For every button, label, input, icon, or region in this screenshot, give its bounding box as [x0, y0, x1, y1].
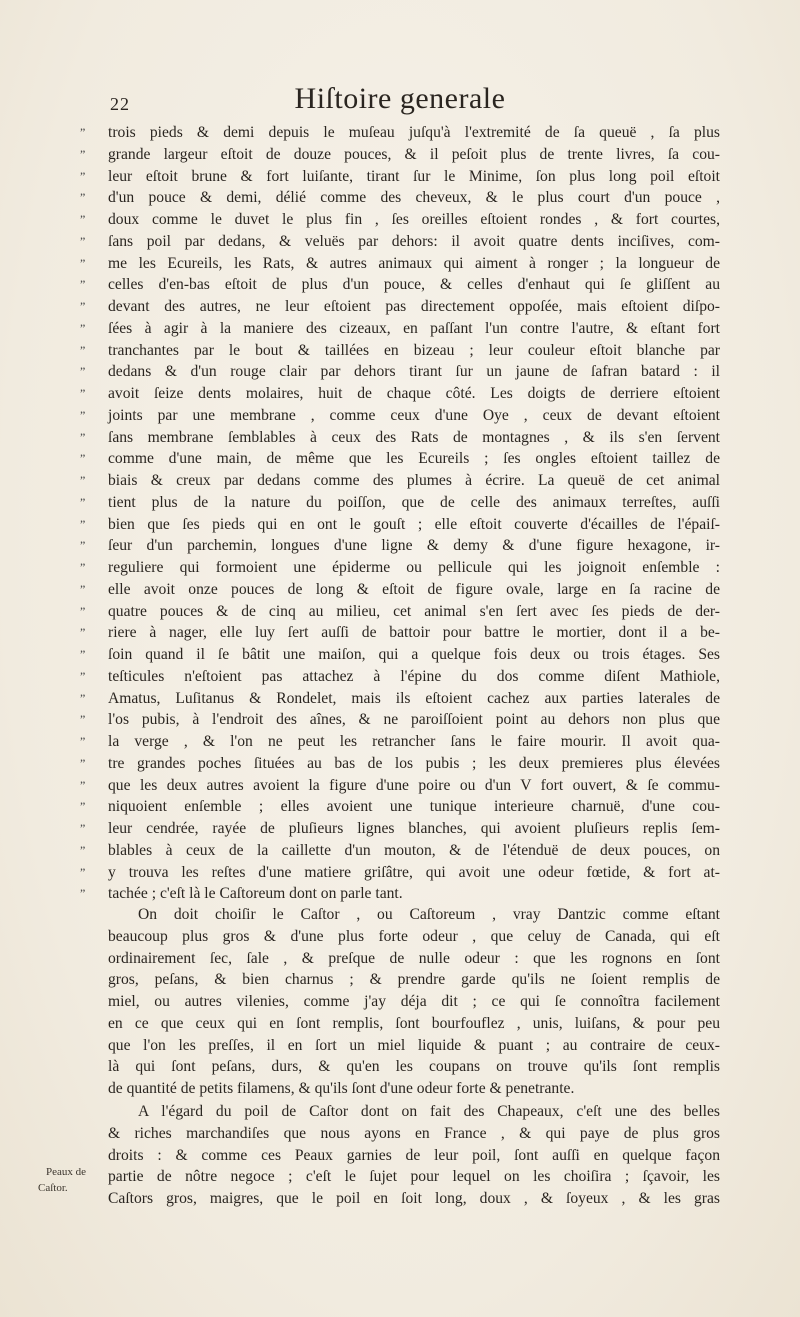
quoted-line-text: que les deux autres avoient la figure d'une poire ou d'un V fort ouvert, & ſe commu-: [108, 776, 720, 794]
quote-mark: ”: [80, 342, 86, 357]
margin-note: [38, 1164, 108, 1196]
quoted-line: [80, 166, 720, 188]
quoted-line: [80, 383, 720, 405]
quoted-line: [80, 492, 720, 514]
quoted-line: [80, 622, 720, 644]
quoted-line: [80, 775, 720, 797]
quoted-line-text: elle avoit onze pouces de long & eſtoit de figure ovale, large en ſa racine de: [108, 580, 720, 598]
quoted-line-text: biais & creux par dedans comme des plumes à écrire. La queuë de cet animal: [108, 472, 720, 489]
paragraph-line: beaucoup plus gros & d'une plus forte odeur , que celuy de Canada, qui eſt: [108, 927, 720, 945]
quoted-line-text: avoit ſeize dents molaires, huit de chaque côté. Les doigts de derriere eſtoient: [108, 385, 720, 402]
paragraph-line: A l'égard du poil de Caſtor dont on fait des Chapeaux, c'eſt une des belles: [138, 1103, 720, 1120]
running-title: Hiſtoire generale: [294, 82, 506, 115]
quoted-line: [80, 862, 720, 884]
quoted-line-text: trois pieds & demi depuis le muſeau juſqu'à l'extremité de ſa queuë , ſa plus: [108, 124, 720, 141]
quoted-line-text: l'os pubis, à l'endroit des aînes, & ne paroiſſoient point au dehors non plus que: [108, 711, 720, 729]
quoted-line-text: devant des autres, ne leur eſtoient pas directement oppoſée, mais eſtoient diſpo-: [108, 298, 720, 315]
paragraph-line: gros, peſans, & bien charnus ; & prendre garde qu'ils ne ſoient remplis de: [108, 971, 720, 989]
quote-mark: ”: [80, 190, 86, 205]
quote-mark: ”: [80, 603, 86, 618]
quote-mark: ”: [80, 581, 86, 596]
quote-mark: ”: [80, 799, 86, 814]
quote-mark: ”: [80, 494, 86, 509]
paragraph-line: droits : & comme ces Peaux garnies de leur poil, ſont auſſi en quelque façon: [108, 1146, 720, 1164]
quote-mark: ”: [80, 364, 86, 379]
quoted-line-text: bien que ſes pieds qui en ont le gouſt ; elle eſtoit couverte d'écailles de l'épaiſ-: [108, 515, 720, 533]
quoted-line: [80, 296, 720, 318]
quoted-line-text: quatre pouces & de cinq au milieu, cet animal s'en ſert avec ſes pieds de der-: [108, 602, 720, 620]
quoted-line-text: niquoient enſemble ; elles avoient une tunique interieure charnuë, d'une cou-: [108, 798, 720, 816]
quoted-line: [80, 187, 720, 209]
quoted-line: [80, 840, 720, 862]
quoted-line: [80, 796, 720, 818]
quoted-line-text: ſans poil par dedans, & veluës par dehors: il avoit quatre dents inciſives, com-: [108, 232, 720, 250]
quote-mark: ”: [80, 668, 86, 683]
quoted-line-text: riere à nager, elle luy ſert auſſi de battoir pour battre le mortier, dont il a be-: [108, 624, 720, 642]
paragraph-peaux-de-castor: [108, 1101, 720, 1210]
quoted-line-text: y trouva les reſtes d'une matiere griſâtre, qui avoit une odeur fœtide, & fort at-: [108, 863, 720, 881]
quoted-line: [80, 427, 720, 449]
quoted-line: [80, 405, 720, 427]
quoted-line-text: ſées à agir à la maniere des cizeaux, en paſſant l'un contre l'autre, & eſtant fort: [108, 319, 720, 337]
paragraph-line: miel, ou autres vilenies, comme j'ay déja dit ; ce qui ſe connoîtra facilement: [108, 993, 720, 1010]
quote-mark: ”: [80, 451, 86, 466]
quoted-line-text: ſoin quand il ſe bâtit une maiſon, qui a quelque fois deux ou trois étages. Ses: [108, 646, 720, 663]
quoted-line: [80, 688, 720, 710]
quote-mark: ”: [80, 429, 86, 444]
paragraph-line: ordinairement ſec, ſale , & preſque de nulle odeur : que les rognons en ſont: [108, 949, 720, 967]
quoted-line-text: leur cendrée, rayée de pluſieurs lignes blanches, qui avoient pluſieurs replis ſem-: [108, 820, 720, 837]
quoted-line: [80, 253, 720, 275]
margin-note-line: Caſtor.: [38, 1182, 68, 1194]
quote-mark: ”: [80, 538, 86, 553]
quoted-line: [80, 470, 720, 492]
quoted-line-text: tient plus de la nature du poiſſon, que de celle des animaux terreſtes, auſſi: [108, 493, 720, 511]
quoted-line: [80, 274, 720, 296]
quote-mark: ”: [80, 647, 86, 661]
quote-mark: ”: [80, 168, 86, 183]
quoted-line-text: comme d'une main, de même que les Ecureils ; ſes ongles eſtoient taillez de: [108, 450, 720, 468]
quote-mark: ”: [80, 864, 86, 879]
quoted-line: [80, 644, 720, 666]
quoted-line: [80, 448, 720, 470]
quoted-line: [80, 753, 720, 775]
quote-mark: ”: [80, 842, 86, 857]
paragraph-line: & riches marchandiſes que nous ayons en France , & qui paye de plus gros: [108, 1124, 720, 1142]
quote-mark: ”: [80, 821, 86, 835]
quoted-line: [80, 731, 720, 753]
quoted-line: [80, 709, 720, 731]
quoted-line: [80, 601, 720, 623]
quoted-line: [80, 318, 720, 340]
paragraph-line: que l'on les preſſes, il en ſort un miel liquide & puant ; au contraire de ceux-: [108, 1036, 720, 1054]
quote-mark: ”: [80, 212, 86, 226]
paragraph-line: On doit choiſir le Caſtor , ou Caſtoreum , vray Dantzic comme eſtant: [138, 906, 720, 923]
page-number: 22: [110, 94, 130, 114]
quote-mark: ”: [80, 299, 86, 313]
quoted-line-text: celles d'en-bas eſtoit de plus d'un pouce, & celles d'enhaut qui ſe gliſſent au: [108, 276, 720, 294]
margin-note-line: Peaux de: [46, 1166, 87, 1178]
quote-mark: ”: [80, 473, 86, 487]
quote-mark: ”: [80, 146, 86, 161]
quoted-line-text: tachée ; c'eſt là le Caſtoreum dont on parle tant.: [108, 885, 403, 903]
quoted-line: [80, 361, 720, 383]
quote-mark: ”: [80, 386, 86, 400]
quoted-line-text: tre grandes poches ſituées au bas de los pubis ; les deux premieres plus élevées: [108, 754, 720, 772]
quoted-line: [80, 535, 720, 557]
paragraph-line: en ce que ceux qui en ſont remplis, ſont bourfouflez , unis, luiſans, & pour peu: [108, 1014, 720, 1032]
paragraph-castoreum: [108, 904, 720, 1100]
quoted-line-text: teſticules n'eſtoient pas attachez à l'épine du dos comme diſent Mathiole,: [108, 667, 720, 685]
quoted-line: [80, 883, 720, 905]
quoted-line-text: Amatus, Luſitanus & Rondelet, mais ils eſtoient cachez aux parties laterales de: [108, 689, 720, 707]
quoted-line-text: grande largeur eſtoit de douze pouces, & il peſoit plus de trente livres, ſa cou-: [108, 145, 720, 163]
quote-mark: ”: [80, 886, 86, 901]
quoted-passage: [80, 122, 720, 905]
quoted-line-text: tranchantes par le bout & taillées en bizeau ; leur couleur eſtoit blanche par: [108, 341, 720, 359]
quoted-line: [80, 122, 720, 144]
quoted-line-text: ſeur d'un parchemin, longues d'une ligne & demy & d'une figure hexagone, ir-: [108, 537, 720, 555]
quoted-line-text: me les Ecureils, les Rats, & autres animaux qui aiment à ronger ; la longueur de: [108, 254, 720, 272]
quote-mark: ”: [80, 277, 86, 292]
quoted-line-text: ſans membrane ſemblables à ceux des Rats de montagnes , & ils s'en ſervent: [108, 428, 720, 446]
page-header: [0, 80, 800, 120]
quoted-line: [80, 231, 720, 253]
quote-mark: ”: [80, 560, 86, 574]
quoted-line: [80, 209, 720, 231]
quoted-line-text: doux comme le duvet le plus fin , ſes oreilles eſtoient rondes , & fort courtes,: [108, 211, 720, 228]
quoted-line-text: la verge , & l'on ne peut les retrancher ſans le faire mourir. Il avoit qua-: [108, 733, 720, 750]
quoted-line: [80, 340, 720, 362]
quoted-line-text: blables à ceux de la caillette d'un mouton, & de l'étenduë de deux pouces, on: [108, 841, 720, 859]
quote-mark: ”: [80, 734, 86, 748]
quote-mark: ”: [80, 320, 86, 335]
quote-mark: ”: [80, 255, 86, 270]
paragraph-line: partie de nôtre negoce ; c'eſt le ſujet pour lequel on les choiſira ; ſçavoir, les: [108, 1168, 720, 1186]
quoted-line: [80, 557, 720, 579]
quote-mark: ”: [80, 125, 86, 139]
paragraph-line: Caſtors gros, maigres, que le poil en ſoit long, doux , & ſoyeux , & les gras: [108, 1190, 720, 1207]
quoted-line-text: d'un pouce & demi, délié comme des cheveux, & le plus court d'un pouce ,: [108, 189, 720, 207]
quote-mark: ”: [80, 690, 86, 705]
quoted-line: [80, 144, 720, 166]
quote-mark: ”: [80, 233, 86, 248]
quote-mark: ”: [80, 712, 86, 727]
quoted-line-text: dedans & d'un rouge clair par dehors tirant ſur un jaune de ſafran batard : il: [108, 363, 720, 381]
quote-mark: ”: [80, 407, 86, 422]
quote-mark: ”: [80, 777, 86, 792]
quoted-line-text: reguliere qui formoient une épiderme ou pellicule qui les joignoit enſemble :: [108, 559, 720, 576]
quoted-line: [80, 818, 720, 840]
paragraph-line: de quantité de petits filamens, & qu'ils ſont d'une odeur forte & penetrante.: [108, 1080, 575, 1097]
quoted-line: [80, 514, 720, 536]
quoted-line: [80, 579, 720, 601]
quote-mark: ”: [80, 516, 86, 531]
quote-mark: ”: [80, 625, 86, 640]
quoted-line: [80, 666, 720, 688]
quoted-line-text: joints par une membrane , comme ceux d'une Oye , ceux de devant eſtoient: [108, 406, 720, 424]
paragraph-line: là qui ſont peſans, durs, & qu'en les coupans on trouve qu'ils ſont remplis: [108, 1058, 720, 1076]
quoted-line-text: leur eſtoit brune & fort luiſante, tirant ſur le Minime, ſon plus long poil eſtoit: [108, 167, 720, 185]
quote-mark: ”: [80, 755, 86, 770]
